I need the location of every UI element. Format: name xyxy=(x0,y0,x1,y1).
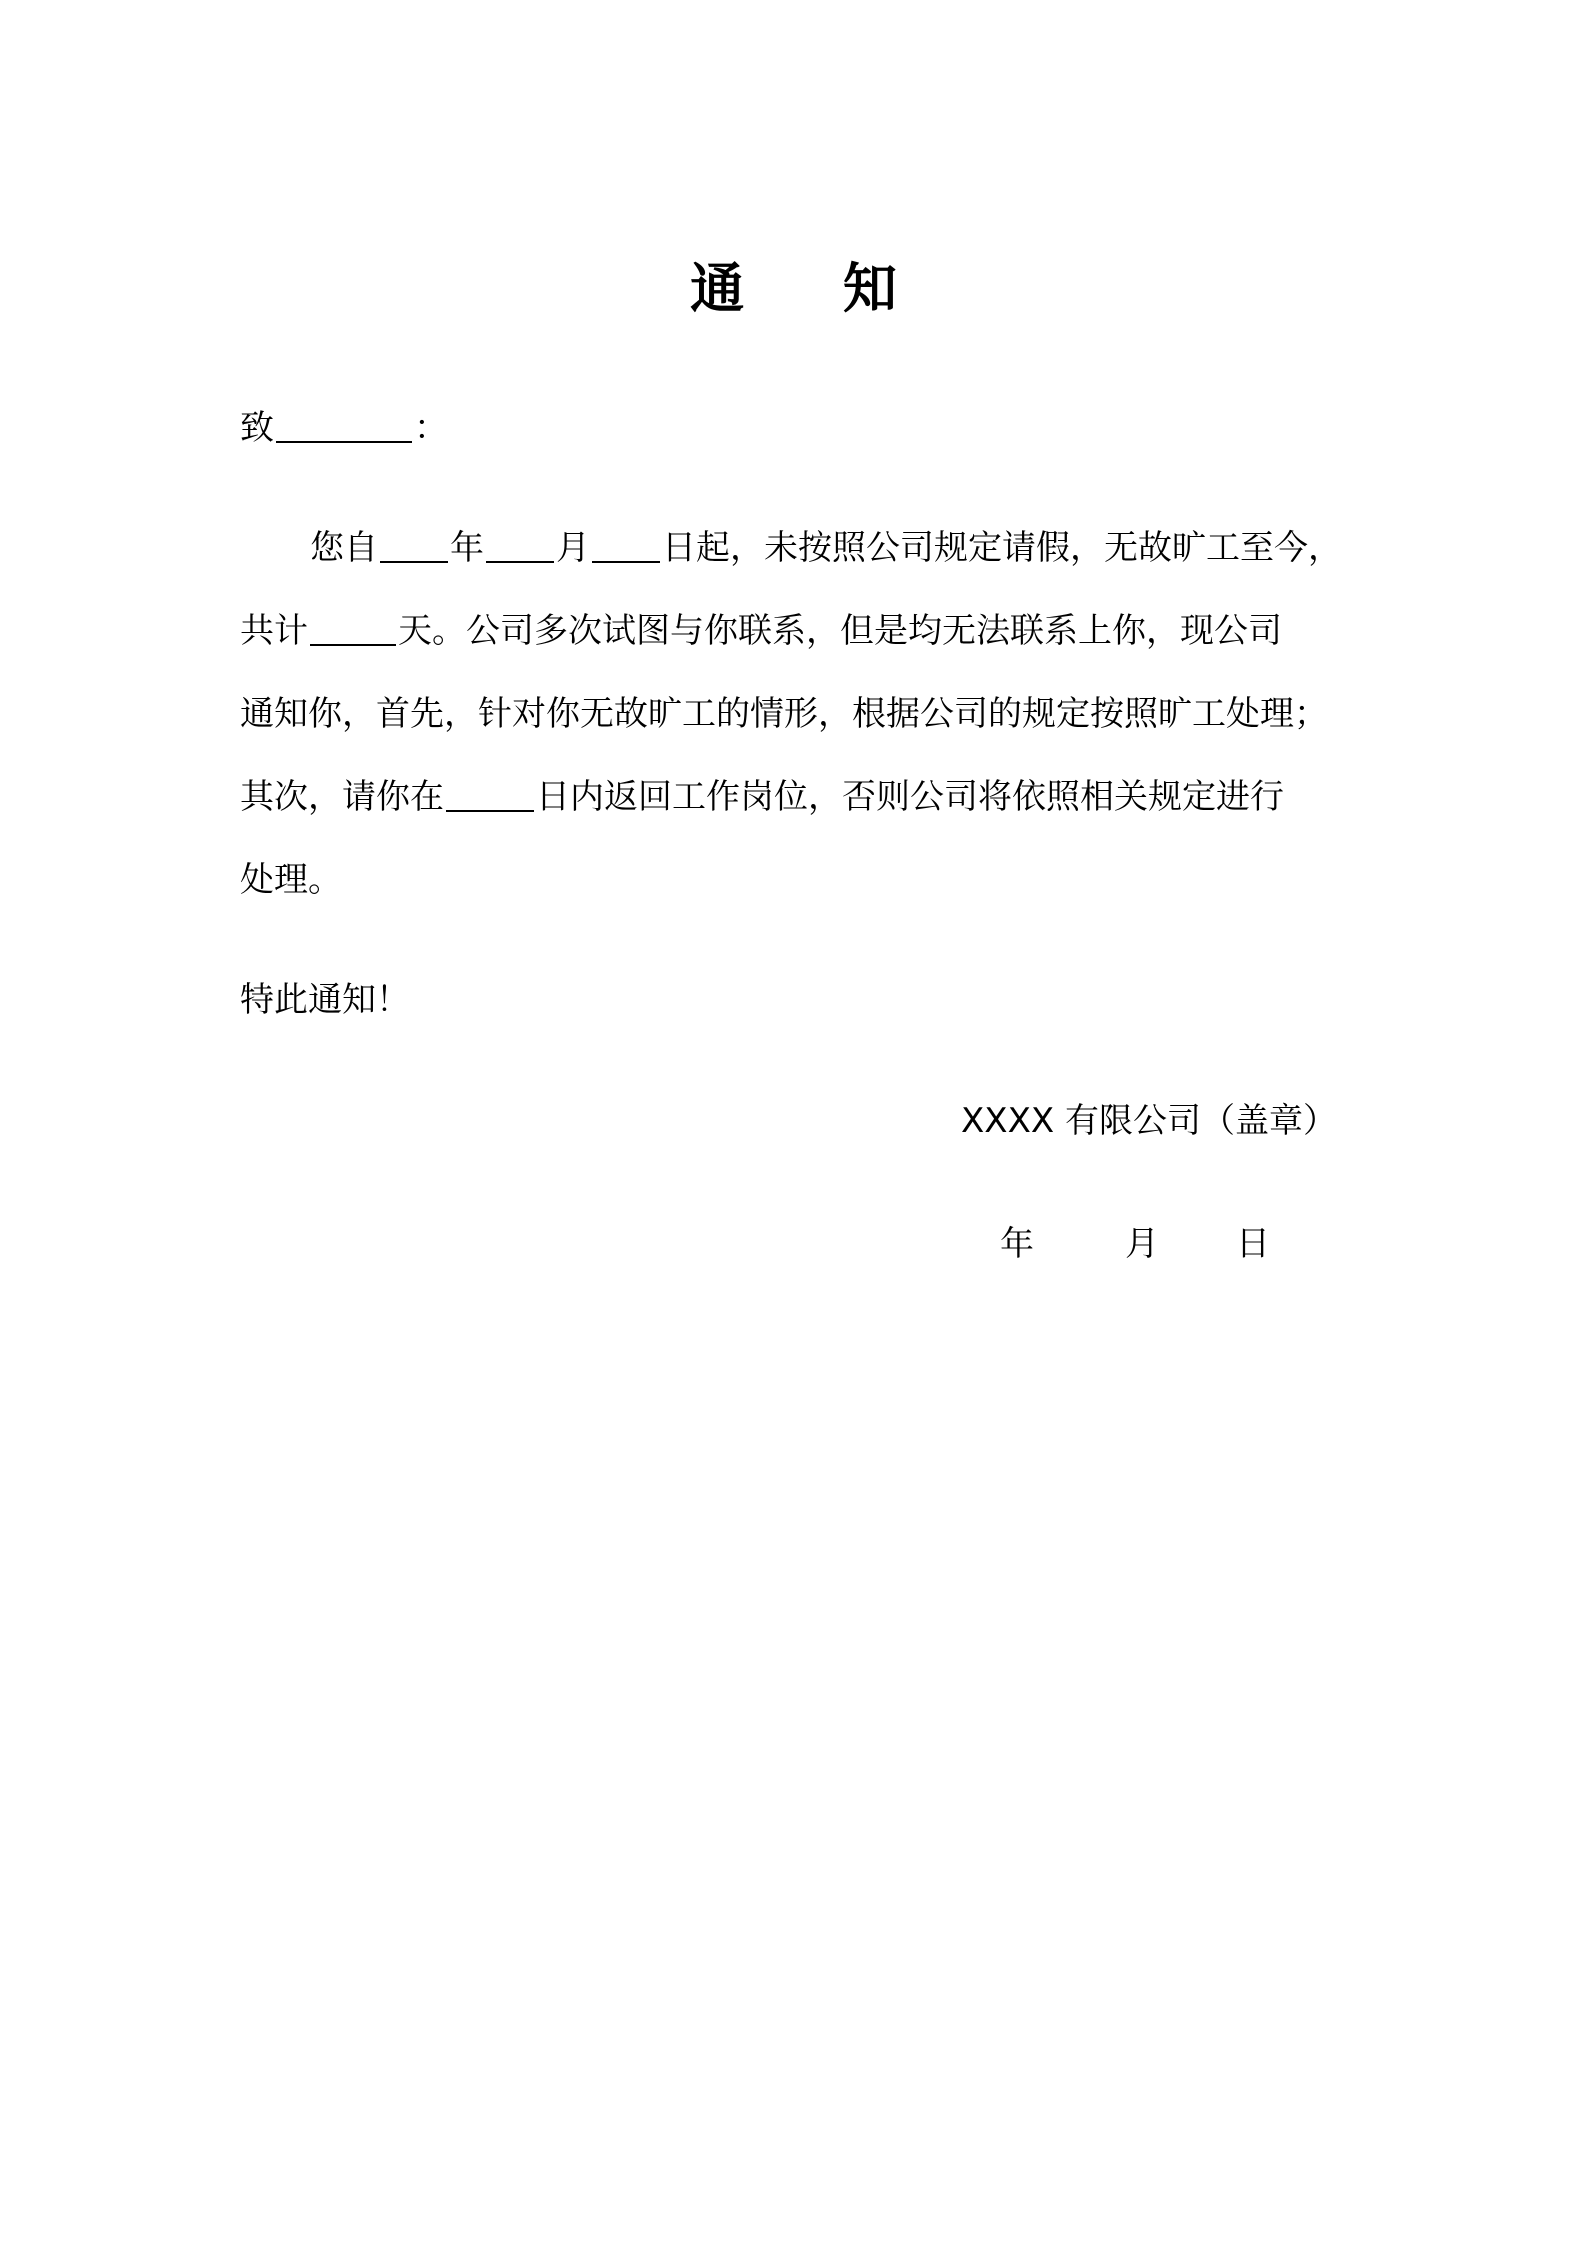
date-day-label: 日 xyxy=(1236,1224,1270,1264)
recipient-blank xyxy=(276,407,412,443)
document-title: 通 知 xyxy=(690,256,937,320)
date-month-label: 月 xyxy=(1125,1224,1159,1264)
text-since: 您自 xyxy=(310,528,378,568)
date-year-label: 年 xyxy=(1000,1224,1034,1264)
closing-text: 特此通知！ xyxy=(240,980,410,1020)
text-year: 年 xyxy=(450,528,484,568)
text-month: 月 xyxy=(556,528,590,568)
text-return: 日内返回工作岗位，否则公司将依照相关规定进行 xyxy=(536,777,1284,817)
salutation-line xyxy=(240,400,448,456)
text-absence: 日起，未按照公司规定请假，无故旷工至今， xyxy=(662,528,1342,568)
paragraph-line-3: 通知你，首先，针对你无故旷工的情形，根据公司的规定按照旷工处理； xyxy=(240,694,1328,734)
salutation-prefix: 致 xyxy=(240,408,274,448)
paragraph-line-5: 处理。 xyxy=(240,860,342,900)
year-blank xyxy=(380,527,448,563)
paragraph-line-2 xyxy=(240,603,1282,659)
day-blank xyxy=(592,527,660,563)
month-blank xyxy=(486,527,554,563)
return-days-blank xyxy=(446,776,534,812)
text-contact: 天。公司多次试图与你联系，但是均无法联系上你，现公司 xyxy=(398,611,1282,651)
text-please: 其次，请你在 xyxy=(240,777,444,817)
paragraph-line-1 xyxy=(240,520,1342,576)
days-blank xyxy=(310,610,396,646)
company-signature: XXXX 有限公司（盖章） xyxy=(961,1101,1337,1141)
paragraph-line-4 xyxy=(240,769,1284,825)
text-total: 共计 xyxy=(240,611,308,651)
salutation-suffix: ： xyxy=(414,408,448,448)
